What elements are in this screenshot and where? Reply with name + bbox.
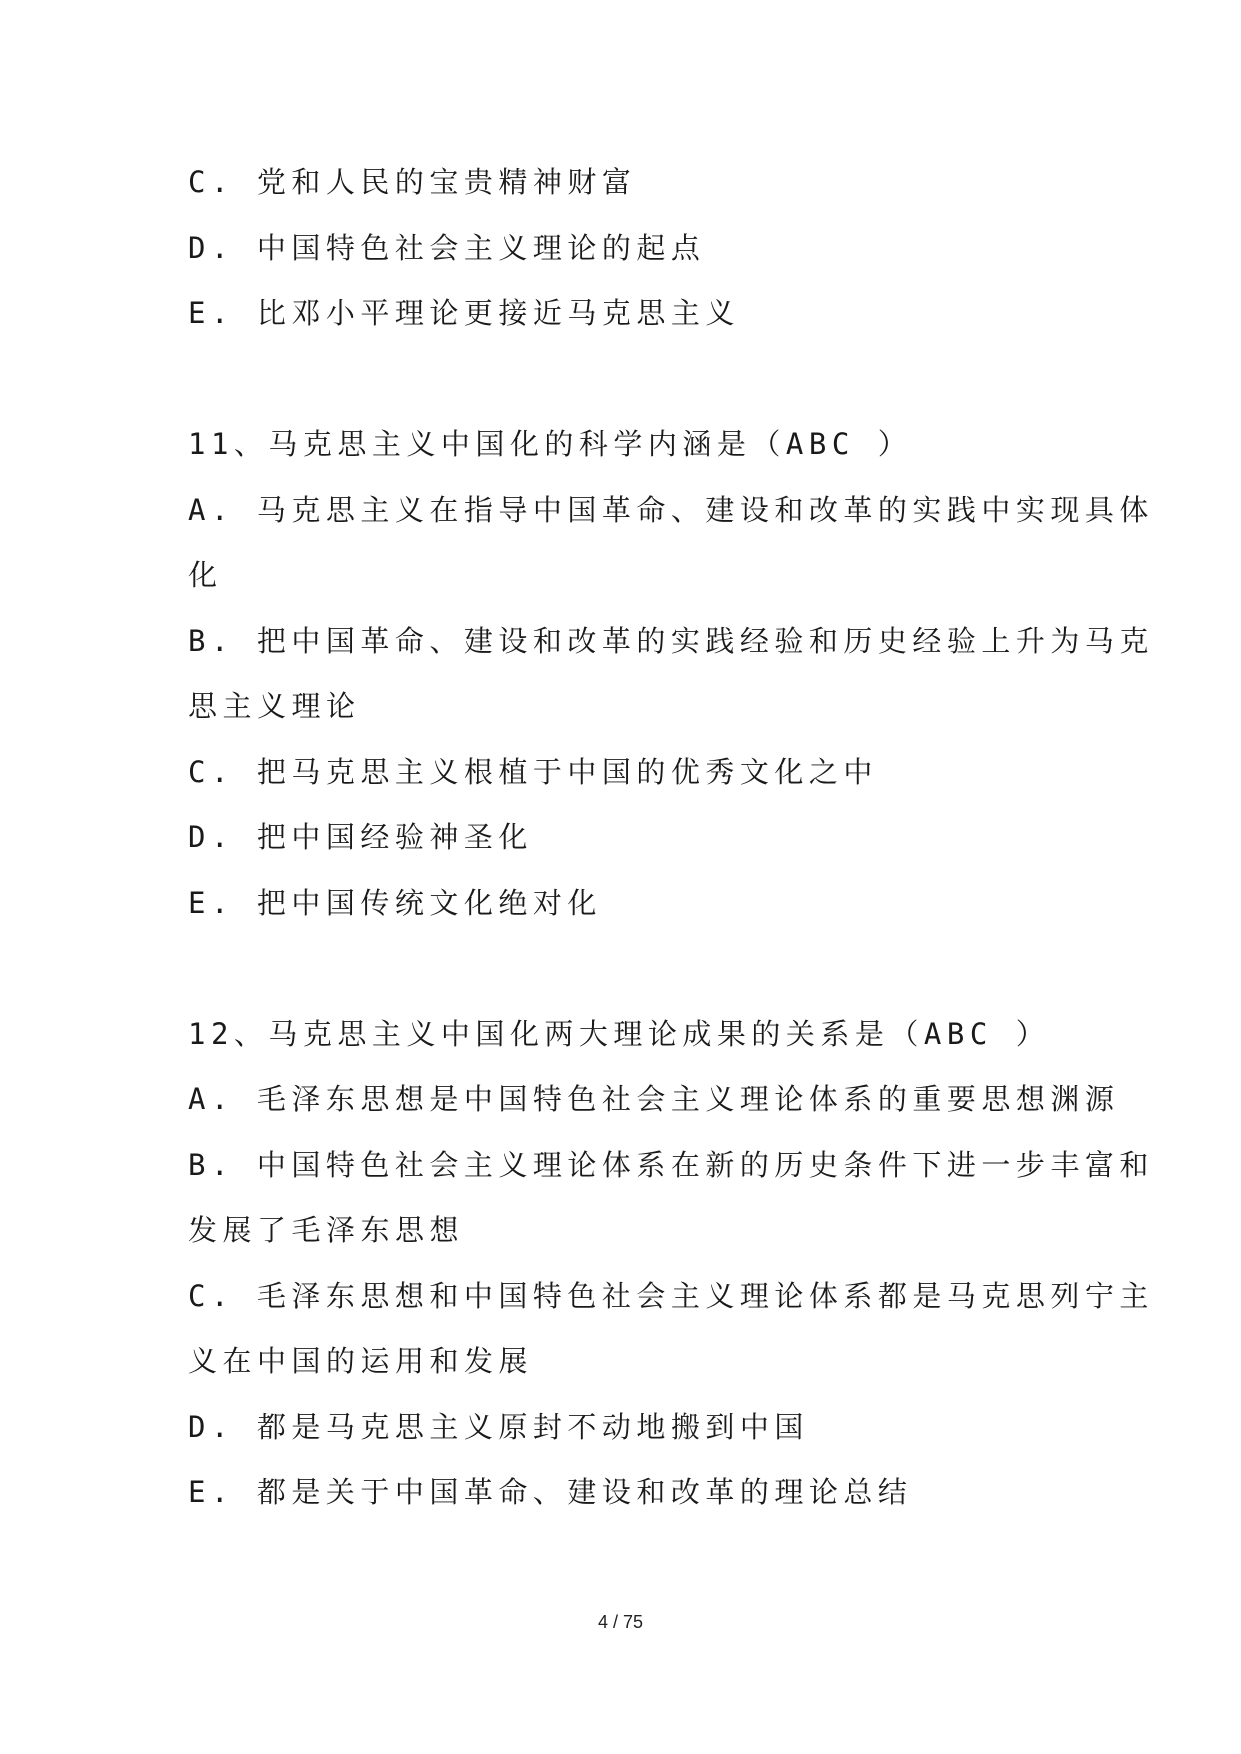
option-c-continued: 义在中国的运用和发展: [188, 1344, 534, 1378]
question-title: 12、马克思主义中国化两大理论成果的关系是（ABC ）: [188, 1016, 1051, 1051]
option-d: D. 都是马克思主义原封不动地搬到中国: [188, 1409, 809, 1444]
option-d: D. 中国特色社会主义理论的起点: [188, 230, 706, 265]
option-e: E. 都是关于中国革命、建设和改革的理论总结: [188, 1475, 913, 1509]
option-b: B. 把中国革命、建设和改革的实践经验和历史经验上升为马克: [188, 623, 1154, 658]
option-c: C. 党和人民的宝贵精神财富: [188, 165, 637, 199]
option-c: C. 毛泽东思想和中国特色社会主义理论体系都是马克思列宁主: [188, 1278, 1154, 1313]
option-a: A. 毛泽东思想是中国特色社会主义理论体系的重要思想渊源: [188, 1082, 1120, 1116]
spacer: [188, 347, 1068, 413]
option-a-continued: 化: [188, 558, 223, 592]
option-b-continued: 思主义理论: [188, 689, 361, 723]
question-11: [188, 412, 1154, 936]
option-e: E. 把中国传统文化绝对化: [188, 885, 602, 920]
question-12: [188, 1002, 1154, 1526]
option-a: A. 马克思主义在指导中国革命、建设和改革的实践中实现具体: [188, 492, 1154, 527]
option-b-continued: 发展了毛泽东思想: [188, 1213, 465, 1247]
question-title: 11、马克思主义中国化的科学内涵是（ABC ）: [188, 427, 913, 461]
page-number: 4 / 75: [597, 1612, 644, 1632]
spacer: [188, 936, 1068, 1002]
option-e: E. 比邓小平理论更接近马克思主义: [188, 296, 740, 330]
previous-question-options: [188, 150, 1068, 347]
option-c: C. 把马克思主义根植于中国的优秀文化之中: [188, 754, 878, 789]
page-content: [188, 150, 1154, 1526]
option-d: D. 把中国经验神圣化: [188, 820, 533, 854]
option-b: B. 中国特色社会主义理论体系在新的历史条件下进一步丰富和: [188, 1147, 1154, 1182]
